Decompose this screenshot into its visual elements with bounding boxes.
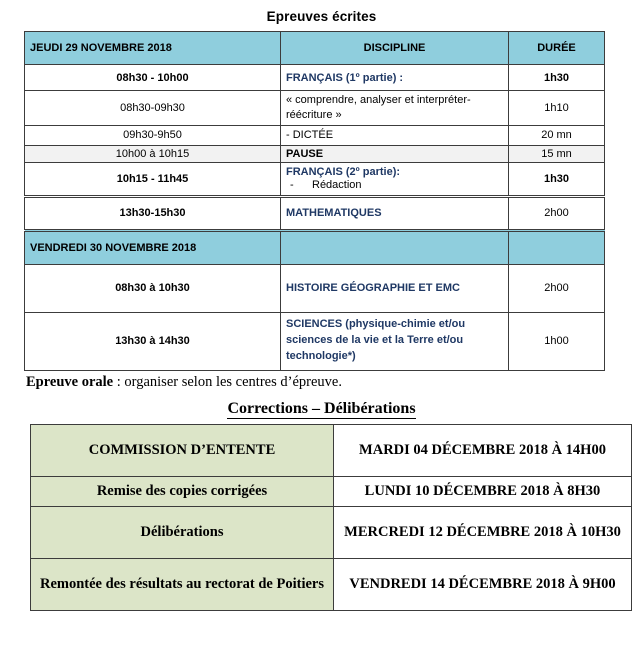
row-subject: FRANÇAIS (1º partie) : <box>281 65 509 91</box>
table-row <box>25 91 605 126</box>
correction-value: LUNDI 10 DÉCEMBRE 2018 À 8H30 <box>334 476 632 506</box>
correction-label: Délibérations <box>31 506 334 558</box>
table-row <box>25 196 605 230</box>
header-duree: DURÉE <box>509 32 605 65</box>
row-subitem: Rédaction <box>312 179 362 192</box>
header-day2-empty-discipline <box>281 230 509 264</box>
row-time: 08h30 à 10h30 <box>25 264 281 312</box>
header-day2-empty-duree <box>509 230 605 264</box>
corrections-table <box>30 424 632 611</box>
correction-value: MERCREDI 12 DÉCEMBRE 2018 À 10H30 <box>334 506 632 558</box>
row-duration: 1h00 <box>509 312 605 370</box>
row-time: 10h15 - 11h45 <box>25 162 281 196</box>
row-subject: FRANÇAIS (2º partie): <box>286 166 401 179</box>
row-duration: 2h00 <box>509 196 605 230</box>
oral-exam-note-text: : organiser selon les centres d’épreuve. <box>113 373 342 390</box>
page-title: Epreuves écrites <box>266 9 377 24</box>
table-row <box>25 162 605 196</box>
table-row <box>31 506 632 558</box>
row-time: 13h30-15h30 <box>25 196 281 230</box>
row-time: 13h30 à 14h30 <box>25 312 281 370</box>
row-duration: 2h00 <box>509 264 605 312</box>
row-duration: 1h30 <box>509 162 605 196</box>
written-exams-table <box>24 31 605 371</box>
row-time: 09h30-9h50 <box>25 125 281 145</box>
table-row <box>31 558 632 610</box>
correction-label: Remontée des résultats au rectorat de Poitiers <box>31 558 334 610</box>
row-subject: HISTOIRE GÉOGRAPHIE ET EMC <box>281 264 509 312</box>
table-row <box>25 125 605 145</box>
table-row <box>25 264 605 312</box>
correction-label: Remise des copies corrigées <box>31 476 334 506</box>
oral-exam-note-label: Epreuve orale <box>26 373 114 390</box>
table-row-pause <box>25 145 605 162</box>
correction-value: MARDI 04 DÉCEMBRE 2018 À 14H00 <box>334 424 632 476</box>
oral-exam-note <box>26 374 643 391</box>
table-row <box>25 65 605 91</box>
header-day2: VENDREDI 30 NOVEMBRE 2018 <box>25 230 281 264</box>
header-discipline: DISCIPLINE <box>281 32 509 65</box>
corrections-section-title-text: Corrections – Délibérations <box>227 399 416 417</box>
row-duration: 15 mn <box>509 145 605 162</box>
row-subject: - DICTÉE <box>281 125 509 145</box>
row-time: 10h00 à 10h15 <box>25 145 281 162</box>
table-header-row <box>25 32 605 65</box>
row-duration: 1h30 <box>509 65 605 91</box>
table-row <box>31 476 632 506</box>
correction-label: COMMISSION D’ENTENTE <box>31 424 334 476</box>
correction-value: VENDREDI 14 DÉCEMBRE 2018 À 9H00 <box>334 558 632 610</box>
row-subject: PAUSE <box>281 145 509 162</box>
table-header-row-day2 <box>25 230 605 264</box>
row-subject: MATHEMATIQUES <box>281 196 509 230</box>
dash-bullet: - <box>290 179 294 192</box>
row-subject-group <box>281 162 509 196</box>
header-day1: JEUDI 29 NOVEMBRE 2018 <box>25 32 281 65</box>
row-time: 08h30 - 10h00 <box>25 65 281 91</box>
row-duration: 1h10 <box>509 91 605 126</box>
row-time: 08h30-09h30 <box>25 91 281 126</box>
row-duration: 20 mn <box>509 125 605 145</box>
table-row <box>25 312 605 370</box>
table-row <box>31 424 632 476</box>
row-subitem-line <box>286 179 503 191</box>
corrections-section-title <box>0 400 643 418</box>
row-subject: « comprendre, analyser et interpréter-réécriture » <box>281 91 509 126</box>
row-subject: SCIENCES (physique-chimie et/ou sciences de la vie et la Terre et/ou technologie*) <box>281 312 509 370</box>
